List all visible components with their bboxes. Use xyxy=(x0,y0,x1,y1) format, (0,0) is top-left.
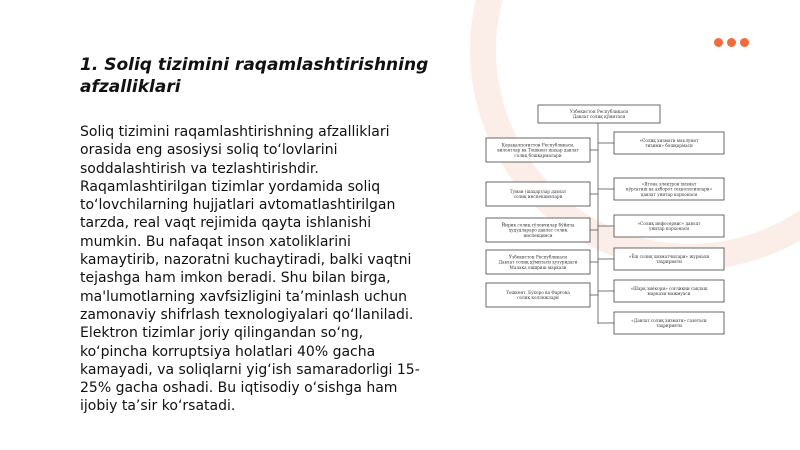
diagram-root-box-label: Узбекистон Республикаси xyxy=(569,109,629,114)
diagram-right-box xyxy=(614,132,724,154)
diagram-left-box xyxy=(486,283,590,307)
diagram-right-box-label: «Ягона электрон хизмат xyxy=(641,181,697,187)
diagram-left-box-label: солиқ коллежлари xyxy=(517,295,559,301)
slide-body-text: Soliq tizimini raqamlashtirishning afzalliklari orasida eng asosiysi soliq to‘lovlarini soddalashtirish va tezlashtirishdir. Raqamlashtirilgan tizimlar yordamida soliq to‘lovchilarning hujjatlari avtomatlashtirilgan tarzda, real vaqt rejimida qayta ishlanishi mumkin. Bu nafaqat inson xatoliklarini kamaytirib, nazoratni kuchaytiradi, balki vaqtni tejashga ham imkon beradi. Shu bilan birga, ma'lumotlarning xavfsizligini ta’minlash uchun zamonaviy shifrlash texnologiyalari qo‘llaniladi. Elektron tizimlar joriy qilingandan so‘ng, ko‘pincha korruptsiya holatlari 40% gacha kamayadi, va soliqlarni yig‘ish samaradorligi 15-25% gacha oshadi. Bu iqtisodiy o‘sishga ham ijobiy ta’sir ko‘rsatadi. xyxy=(80,124,420,415)
diagram-left-box-label: Йирик солиқ тўловчилар бўйича xyxy=(501,222,575,228)
diagram-left-box-label: Тошкент, Бухоро ва Фарғона xyxy=(506,290,570,295)
diagram-left-box-label: Ўзбекистон Республикаси xyxy=(508,254,568,260)
slide-title: 1. Soliq tizimini raqamlashtirishning afzalliklari xyxy=(80,55,429,97)
diagram-root-box xyxy=(538,105,660,123)
diagram-left-box xyxy=(486,138,590,162)
diagram-left-box-label: солиқ бошқармалари xyxy=(514,152,562,158)
diagram-right-box-label: давлат унитар корхонаси xyxy=(640,191,698,197)
dot-2 xyxy=(727,38,736,47)
diagram-right-box-label: «Шарқ зиёкори» соғлиқни сақлаш xyxy=(630,286,708,291)
diagram-left-box-label: Давлат солиқ қўмитаси ҳузуридаги xyxy=(498,259,578,265)
diagram-left-box-label: Қорақалпоғистон Республикаси, xyxy=(501,142,575,148)
org-structure-diagram xyxy=(480,100,750,350)
diagram-right-box xyxy=(614,248,724,270)
diagram-left-box-label: инспекцияси xyxy=(523,232,553,238)
diagram-right-box-label: маркази мажмуаси xyxy=(647,291,691,297)
diagram-right-box-label: «Солиқ инфосервис» давлат xyxy=(637,221,701,226)
diagram-right-box-label: «Давлат солиқ хизмати» газетаси xyxy=(631,318,707,323)
diagram-right-box-label: «Ёш солиқ хизматчилари» журнали xyxy=(628,254,710,259)
diagram-right-box xyxy=(614,280,724,302)
diagram-left-box-label: Туман (шаҳар)лар давлат xyxy=(509,189,567,194)
diagram-left-box-label: солиқ инспекциялари xyxy=(513,194,563,200)
diagram-left-box-label: Малака ошириш маркази xyxy=(509,264,567,270)
diagram-right-box-label: тизими» бошқармаси xyxy=(645,143,693,149)
diagram-right-box xyxy=(614,178,724,200)
diagram-left-box-label: вилоятлар ва Тошкент шаҳар давлат xyxy=(497,147,579,153)
diagram-right-box-label: «Солиқ хизмати маълумот xyxy=(639,138,699,143)
dot-3 xyxy=(740,38,749,47)
diagram-right-box xyxy=(614,312,724,334)
diagram-left-box-label: ҳудудлараро давлат солиқ xyxy=(508,227,568,233)
diagram-right-box-label: таҳририяти xyxy=(656,259,682,265)
diagram-right-box-label: кўрсатиш ва ахборот технологиялари» xyxy=(625,186,713,192)
decorative-dots xyxy=(714,38,749,47)
diagram-right-box xyxy=(614,215,724,237)
diagram-root-box-label: Давлат солиқ қўмитаси xyxy=(572,114,626,120)
diagram-left-box xyxy=(486,250,590,274)
diagram-right-box-label: таҳририяти xyxy=(656,323,682,329)
dot-1 xyxy=(714,38,723,47)
diagram-right-box-label: унитар корхонаси xyxy=(649,226,689,232)
diagram-left-box xyxy=(486,182,590,206)
diagram-left-box xyxy=(486,218,590,242)
